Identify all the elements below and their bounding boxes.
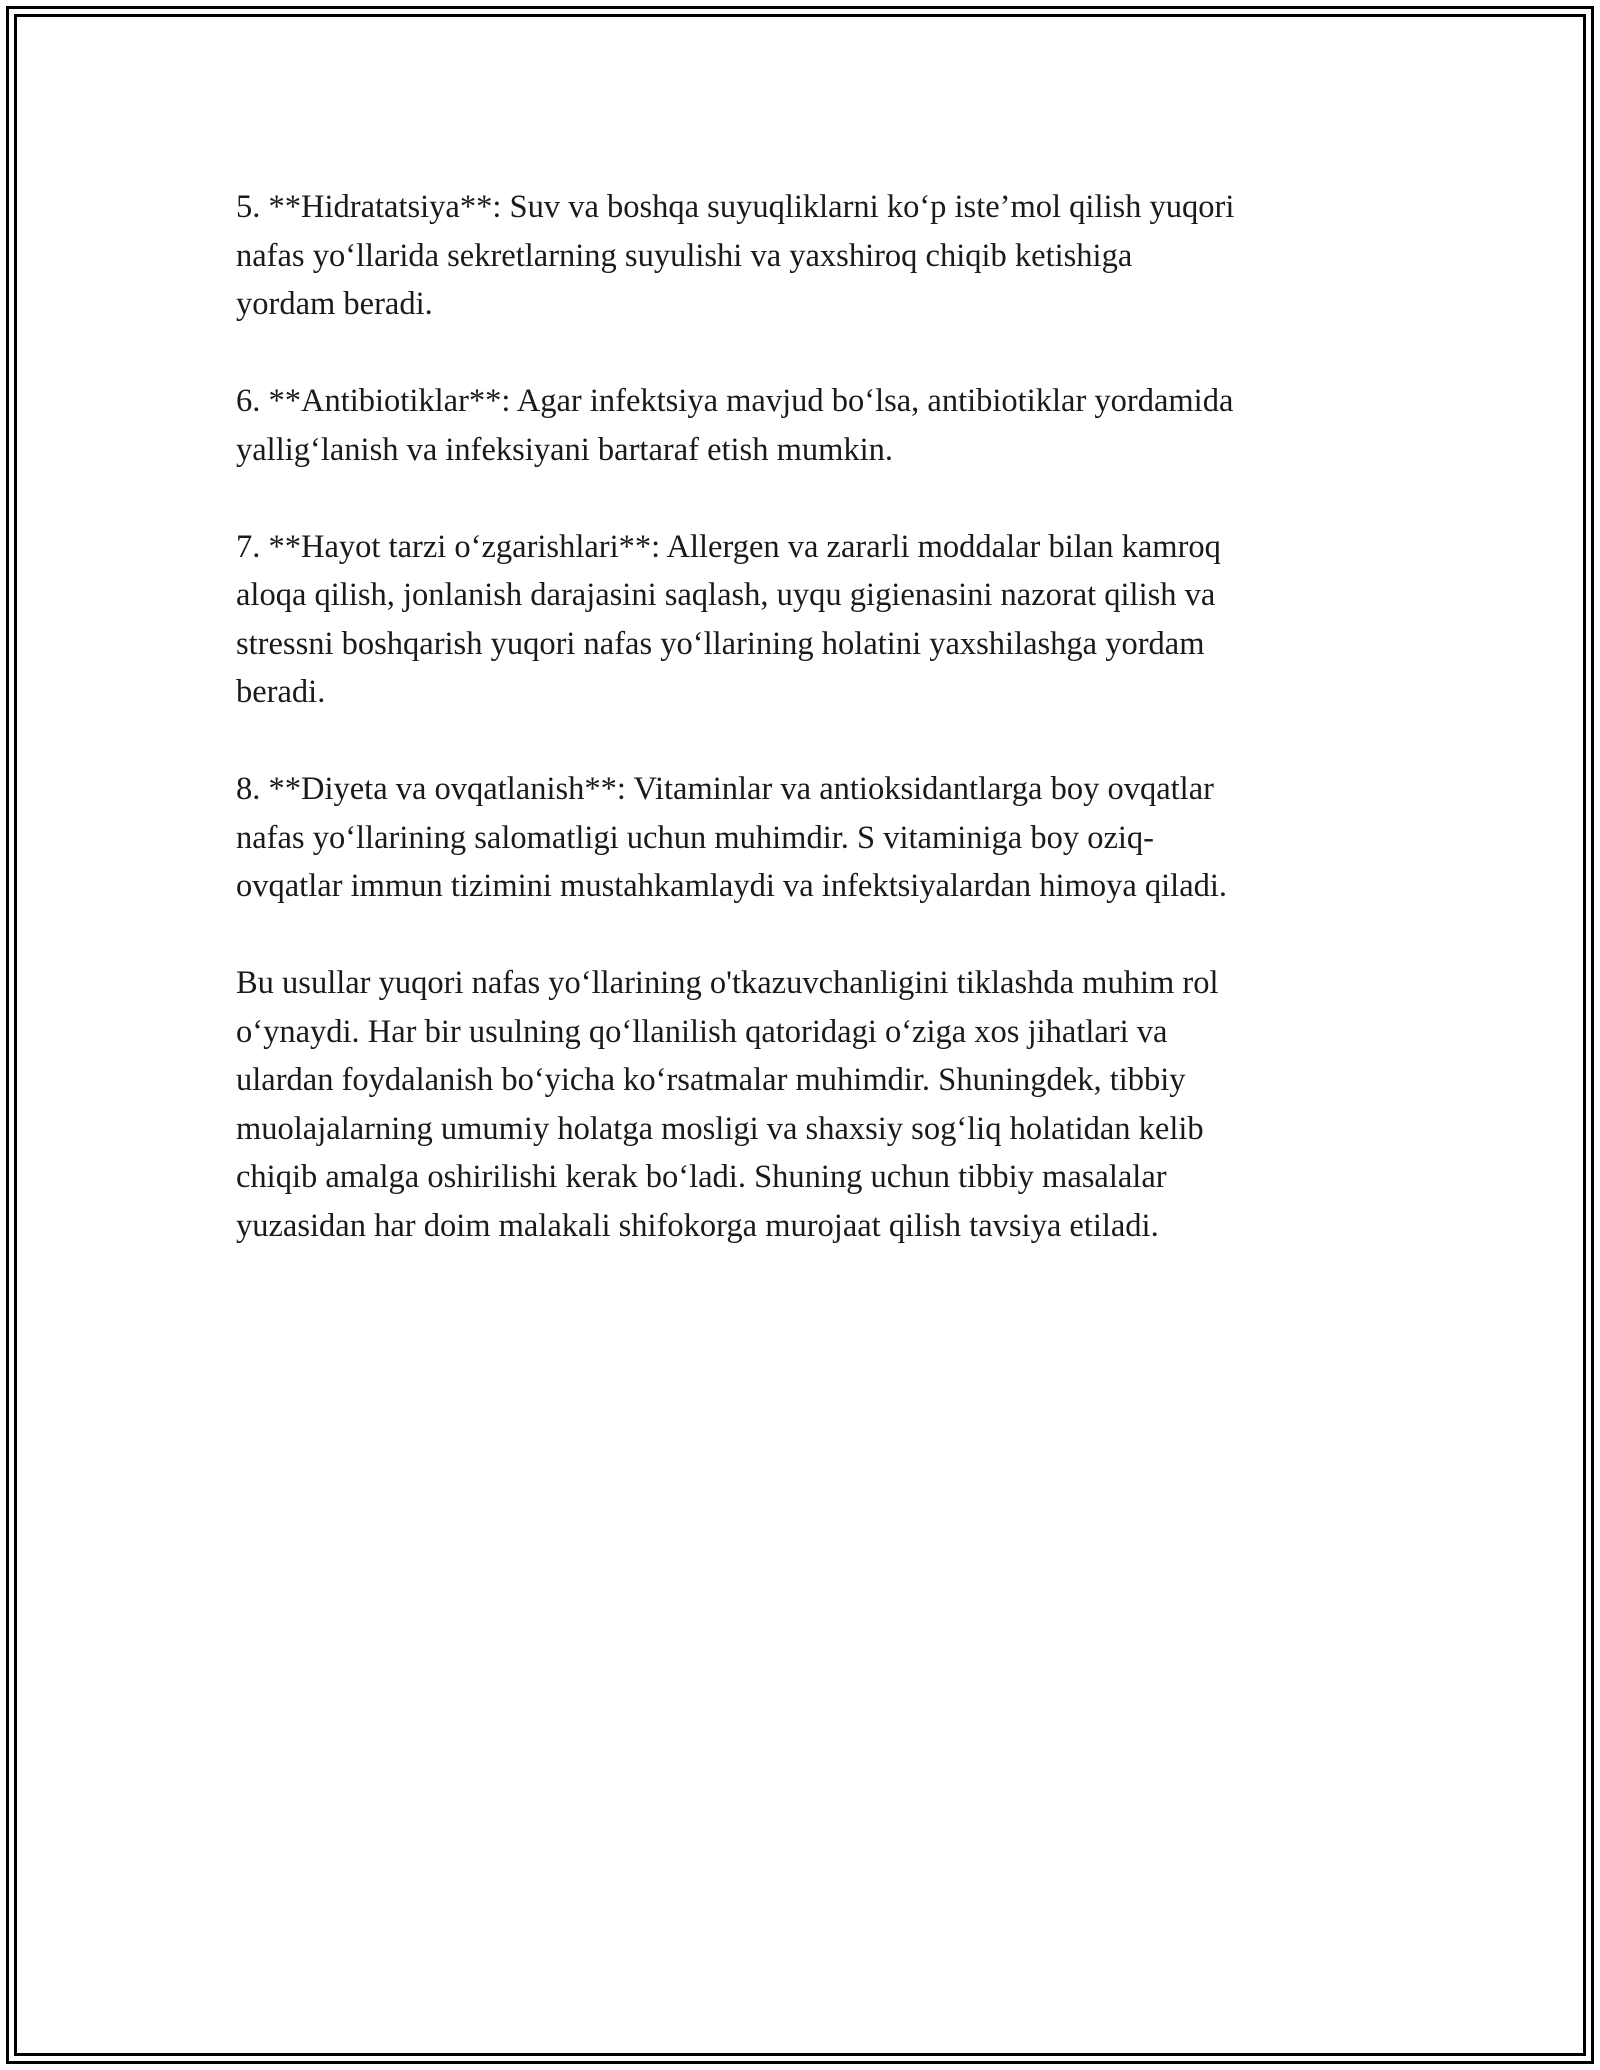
- text-line: stressni boshqarish yuqori nafas yo‘llarining holatini yaxshilashga yordam: [236, 625, 1205, 662]
- text-line: chiqib amalga oshirilishi kerak bo‘ladi. Shuning uchun tibbiy masalalar: [236, 1159, 1167, 1195]
- text-line: 6. **Antibiotiklar**: Agar infektsiya mavjud bo‘lsa, antibiotiklar yordamida: [236, 383, 1234, 419]
- paragraph: [236, 377, 1396, 474]
- paragraph: [236, 959, 1396, 1250]
- text-line: ovqatlar immun tizimini mustahkamlaydi va infektsiyalardan himoya qiladi.: [236, 868, 1228, 904]
- paragraph: [236, 765, 1396, 911]
- text-line: o‘ynaydi. Har bir usulning qo‘llanilish qatoridagi o‘ziga xos jihatlari va: [236, 1013, 1168, 1050]
- paragraph: [236, 183, 1396, 329]
- text-line: 8. **Diyeta va ovqatlanish**: Vitaminlar va antioksidantlarga boy ovqatlar: [236, 771, 1214, 807]
- text-line: yallig‘lanish va infeksiyani bartaraf etish mumkin.: [236, 431, 894, 468]
- text-line: nafas yo‘llarining salomatligi uchun muhimdir. S vitaminiga boy oziq-: [236, 819, 1154, 856]
- document-body: [236, 183, 1396, 1299]
- text-line: yordam beradi.: [236, 286, 433, 322]
- text-line: Bu usullar yuqori nafas yo‘llarining o'tkazuvchanligini tiklashda muhim rol: [236, 965, 1219, 1001]
- text-line: nafas yo‘llarida sekretlarning suyulishi va yaxshiroq chiqib ketishiga: [236, 237, 1133, 274]
- paragraph: [236, 523, 1396, 717]
- text-line: 7. **Hayot tarzi o‘zgarishlari**: Allergen va zararli moddalar bilan kamroq: [236, 528, 1221, 565]
- text-line: ulardan foydalanish bo‘yicha ko‘rsatmalar muhimdir. Shuningdek, tibbiy: [236, 1062, 1186, 1098]
- text-line: beradi.: [236, 674, 326, 710]
- text-line: yuzasidan har doim malakali shifokorga murojaat qilish tavsiya etiladi.: [236, 1207, 1159, 1244]
- text-line: 5. **Hidratatsiya**: Suv va boshqa suyuqliklarni ko‘p iste’mol qilish yuqori: [236, 189, 1235, 225]
- text-line: muolajalarning umumiy holatga mosligi va shaxsiy sog‘liq holatidan kelib: [236, 1110, 1204, 1147]
- text-line: aloqa qilish, jonlanish darajasini saqlash, uyqu gigienasini nazorat qilish va: [236, 577, 1216, 613]
